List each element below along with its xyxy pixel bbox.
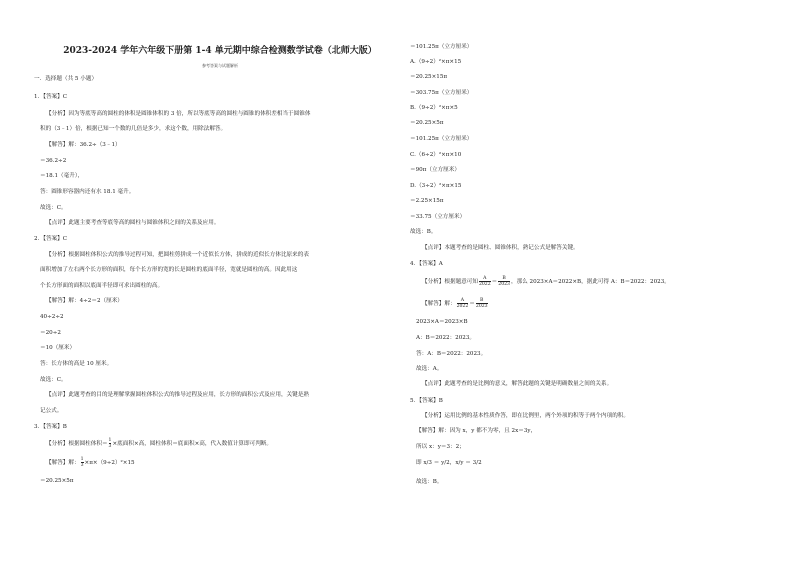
q2-comment-line-2: 记公式。 [40, 408, 63, 414]
q4-solution-5: 故选：A。 [416, 366, 443, 372]
q3-analysis-prefix: 【分析】根据圆柱体积＝ [46, 441, 108, 447]
q1-solution-1: 【解答】解：36.2÷（3﹣1） [46, 142, 121, 148]
page-subtitle: 参考答案与试题解析 [202, 63, 238, 68]
frac-denominator: 2022 [478, 282, 491, 287]
q4-solution-4: 答：A：B＝2022：2023。 [416, 351, 487, 357]
r-line-5: B.（9÷2）²×π×5 [410, 105, 458, 111]
q1-solution-5: 故选：C。 [40, 205, 67, 211]
q2-solution-1: 【解答】解：4÷2＝2（厘米） [46, 298, 123, 304]
q3-solution-suffix: ×π×（9÷2）²×15 [84, 460, 135, 466]
q3-answer: 3．【答案】B [34, 424, 67, 430]
q5-analysis: 【分析】运用比例的基本性质作答，即在比例里，两个外项的积等于两个内项的积。 [422, 413, 629, 419]
q5-solution-2: 所以 x：y＝3：2； [416, 444, 465, 450]
q1-answer: 1．【答案】C [34, 94, 68, 100]
frac-denominator: 2023 [475, 304, 488, 309]
q4-analysis-prefix: 【分析】根据题意可知 [422, 279, 478, 285]
q2-analysis-line-3: 个长方形面的面积以底面半径即可求出圆柱的高。 [40, 283, 164, 289]
q3-solution-2: ＝20.25×5π [40, 478, 74, 484]
r-line-3: ＝20.25×15π [410, 74, 448, 80]
r-line-12: ＝33.75（立方厘米） [410, 214, 466, 220]
frac-numerator: A [483, 276, 487, 281]
frac-denominator: 2023 [498, 282, 510, 287]
equals-sign: ＝ [491, 279, 498, 285]
page-title: 2023-2024 学年六年级下册第 1-4 单元期中综合检测数学试卷（北师大版） [63, 46, 377, 56]
q2-solution-3: ＝20÷2 [40, 330, 61, 336]
q4-solution-prefix: 【解答】解： [422, 301, 456, 307]
q2-solution-2: 40÷2÷2 [40, 314, 64, 320]
q4-solution-3: A：B＝2022：2023。 [416, 335, 475, 341]
q4-analysis-suffix: ，那么 2023×A＝2022×B，据此可得 A：B＝2022：2023。 [510, 279, 670, 285]
q4-solution-2: 2023×A＝2023×B [416, 319, 468, 325]
r-line-7: ＝101.25π（立方厘米） [410, 136, 473, 142]
frac-denominator: 3 [108, 444, 112, 449]
r-line-9: ＝90π（立方厘米） [410, 167, 460, 173]
q2-solution-4: ＝10（厘米） [40, 345, 76, 351]
equals-sign: ＝ [469, 301, 475, 307]
a-over-2022-fraction [457, 298, 469, 309]
b-over-2023-fraction [498, 276, 510, 287]
a-over-2022-fraction [479, 276, 491, 287]
q1-analysis-line-2: 积的（3﹣1）倍，根据已知一个数的几倍是多少，求这个数，用除法解答。 [40, 126, 227, 132]
q2-comment-line-1: 【点评】此题考查的目的是理解掌握圆柱体积公式的推导过程及应用，长方形的面积公式及应用，关键是熟 [46, 392, 309, 398]
q2-solution-5: 答：长方体的高是 10 厘米。 [40, 361, 113, 367]
frac-denominator: 3 [80, 463, 84, 468]
q4-answer: 4．【答案】A [410, 261, 443, 267]
b-over-2023-fraction [476, 298, 488, 309]
q3-analysis-suffix: ×底面积×高，圆柱体积＝底面积×高，代入数值计算即可判断。 [112, 441, 272, 447]
r-line-8: C.（6÷2）²×π×10 [410, 152, 462, 158]
r-line-2: A.（9÷2）²×π×15 [410, 59, 462, 65]
q2-analysis-line-2: 面积增加了左右两个长方形的面积，每个长方形的宽的长是圆柱的底面半径，宽就是圆柱的高。因此用这 [40, 267, 298, 273]
q1-analysis-line-1: 【分析】因为等底等高的圆柱的体积是圆锥体积的 3 倍，所以等底等高的圆柱与圆锥的体积差相当于圆锥体 [46, 111, 311, 117]
r-line-11: ＝2.25×15π [410, 198, 444, 204]
section-heading: 一．选择题（共 5 小题） [34, 76, 98, 82]
q2-analysis-line-1: 【分析】根据圆柱体积公式的推导过程可知，把圆柱剪拼成一个近似长方体，拼成的近似长方体比原来的表 [46, 252, 309, 258]
r-line-6: ＝20.25×5π [410, 120, 444, 126]
q3-solution-1 [46, 457, 135, 468]
q2-answer: 2．【答案】C [34, 236, 68, 242]
frac-numerator: B [502, 276, 506, 281]
q1-solution-2: ＝36.2÷2 [40, 158, 67, 164]
r-line-1: ＝101.25π（立方厘米） [410, 44, 473, 50]
frac-numerator: 1 [80, 457, 84, 462]
one-third-fraction [81, 457, 84, 468]
frac-numerator: 1 [108, 438, 112, 443]
r-line-4: ＝303.75π（立方厘米） [410, 90, 473, 96]
q4-comment: 【点评】此题考查的是比例的意义，解答此题的关键是明确数量之间的关系。 [422, 381, 613, 387]
q5-solution-3: 即 x/3 ＝ y/2，x/y ＝ 3/2 [416, 460, 482, 466]
q3-analysis [46, 438, 272, 449]
q5-answer: 5．【答案】B [410, 398, 443, 404]
frac-numerator: A [460, 298, 465, 303]
q5-solution-4: 故选：B。 [416, 479, 443, 485]
r-line-13: 故选：B。 [410, 229, 437, 235]
q5-solution-1: 【解答】解：因为 x，y 都不为零，且 2x＝3y， [416, 428, 537, 434]
q1-solution-4: 答：圆锥形容器内还有水 18.1 毫升。 [40, 189, 135, 195]
q2-solution-6: 故选：C。 [40, 377, 67, 383]
q3-solution-prefix: 【解答】解： [46, 460, 80, 466]
frac-denominator: 2022 [456, 304, 469, 309]
r-comment: 【点评】本题考查的是圆柱、圆锥体积，熟记公式是解答关键。 [422, 245, 579, 251]
q1-solution-3: ＝18.1（毫升）， [40, 173, 84, 179]
q4-solution-1 [422, 298, 489, 309]
q1-comment: 【点评】此题主要考查等底等高的圆柱与圆锥体积之间的关系及应用。 [46, 220, 220, 226]
frac-numerator: B [480, 298, 484, 303]
r-line-10: D.（3÷2）²×π×15 [410, 183, 462, 189]
q4-analysis [422, 276, 670, 287]
